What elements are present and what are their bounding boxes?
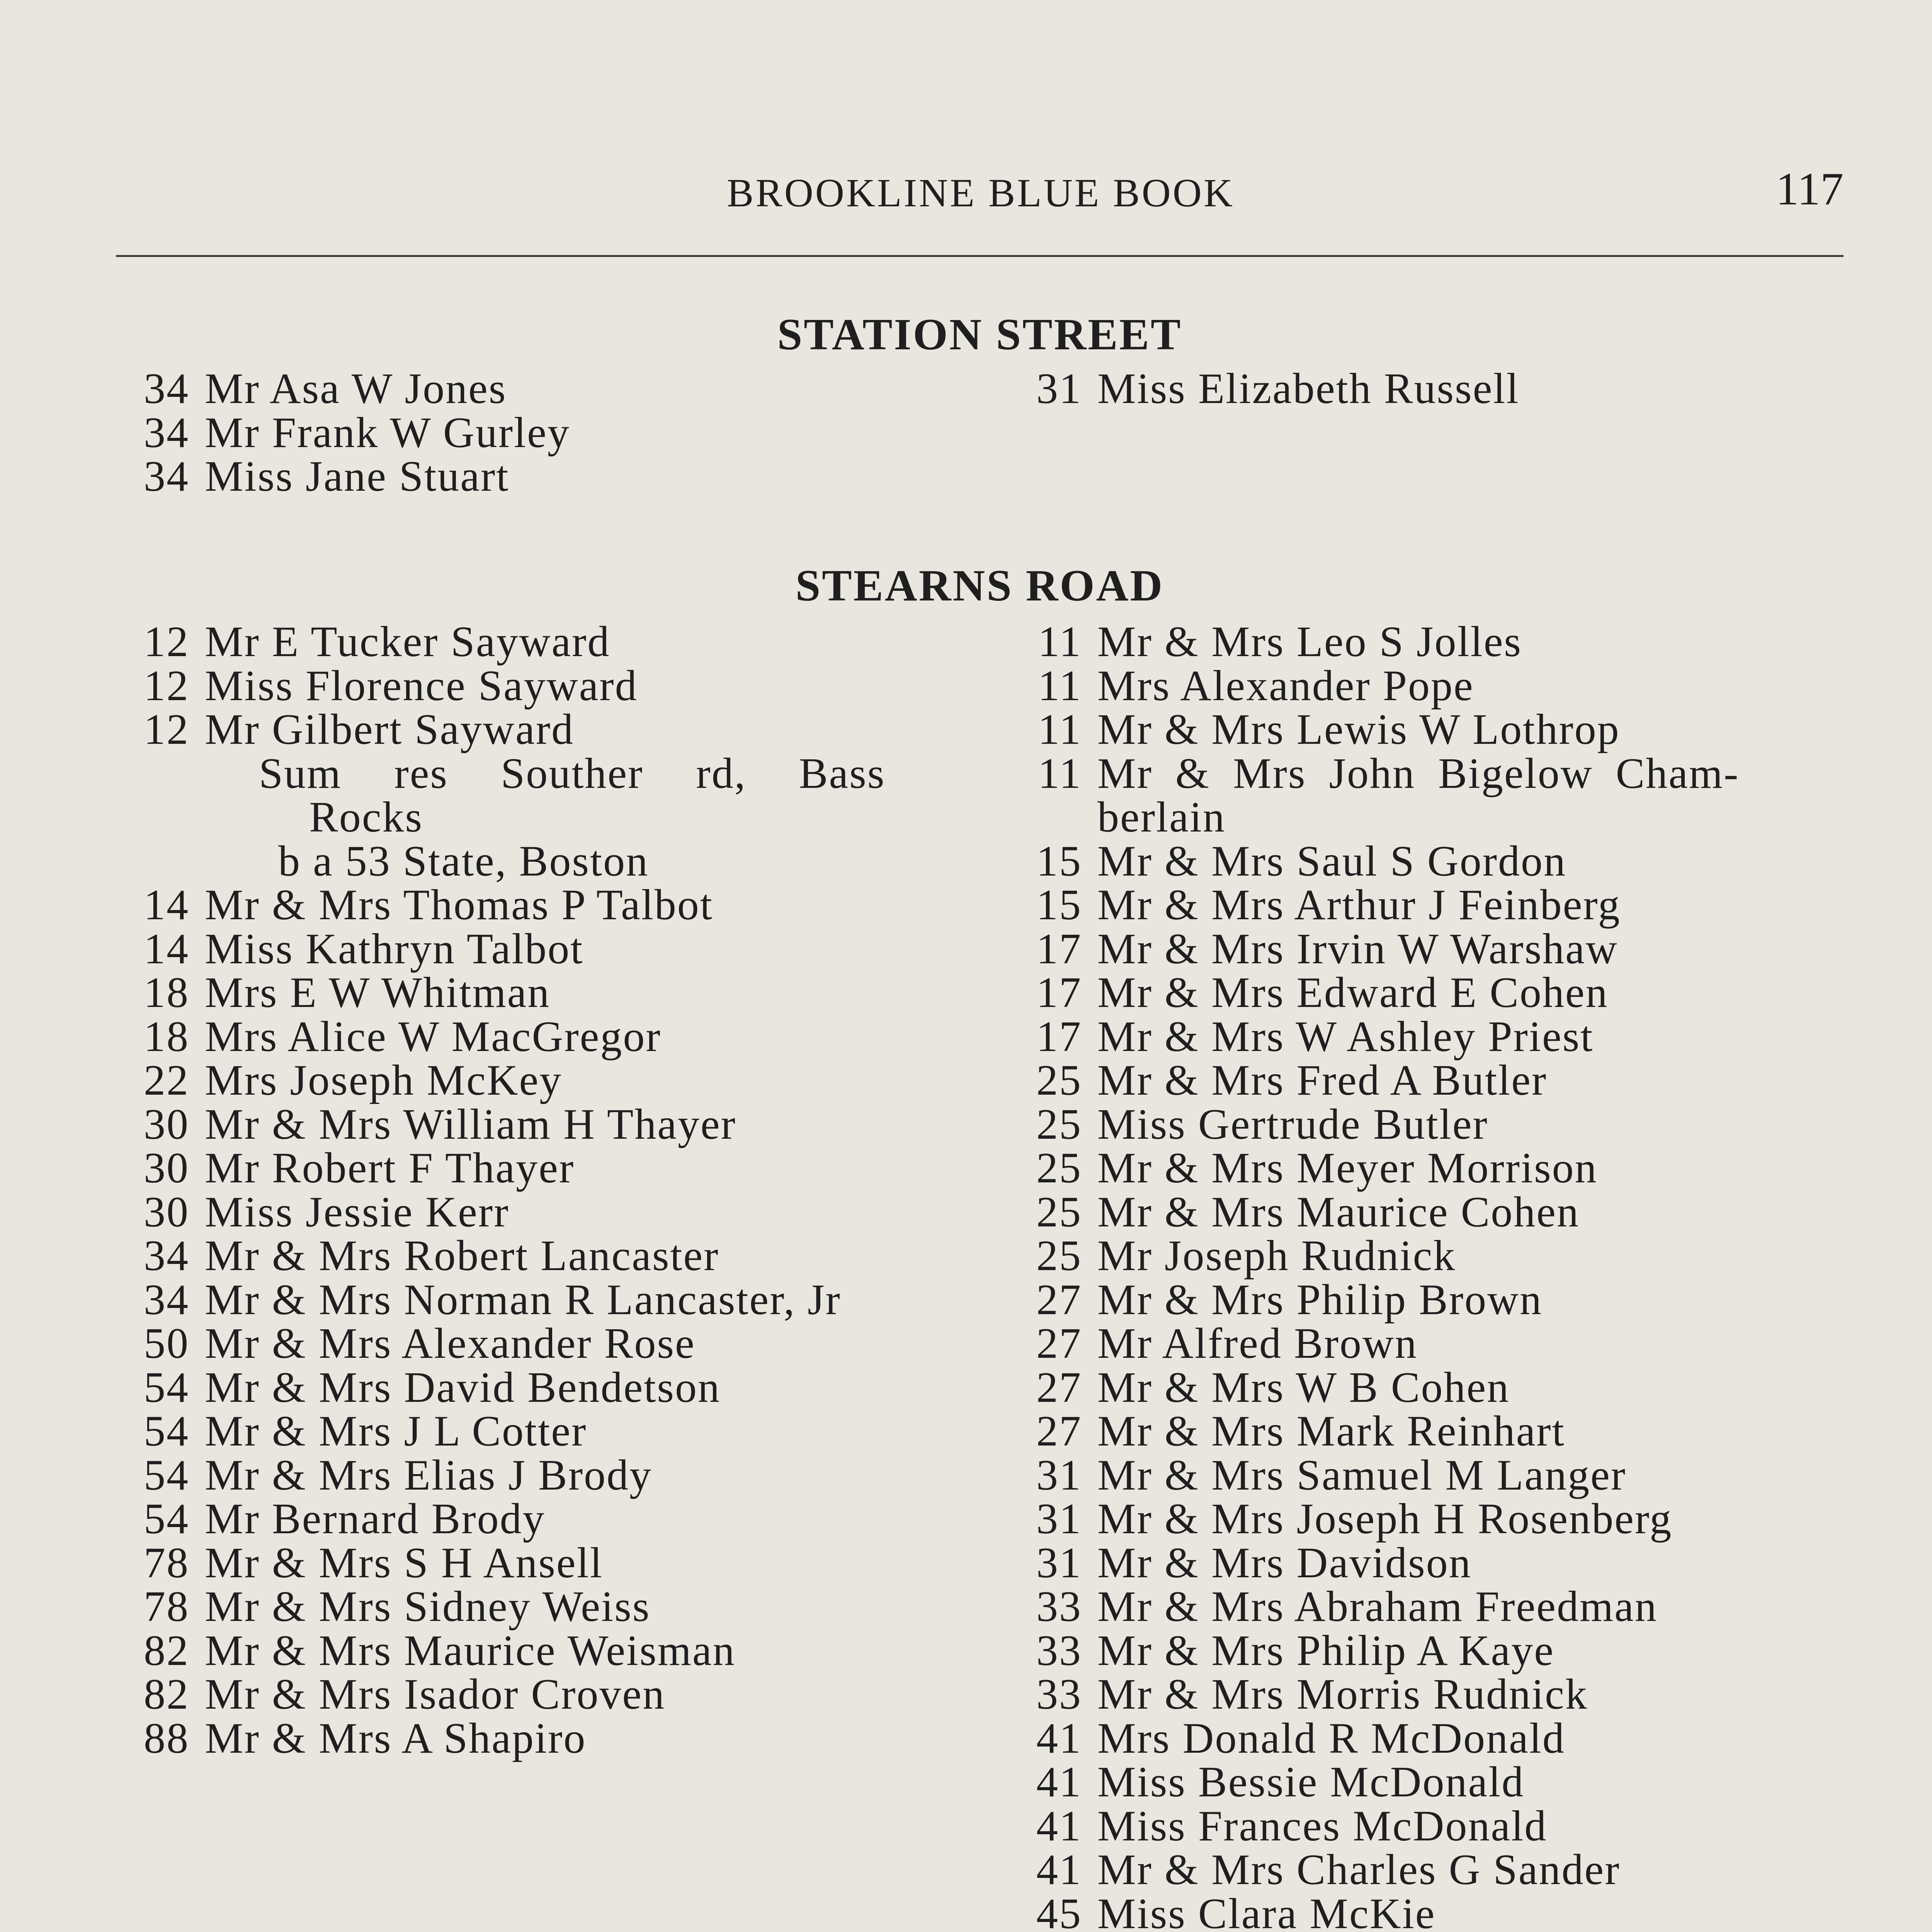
directory-entry	[116, 1190, 1005, 1235]
resident-name: Mr & Mrs Philip Brown	[1097, 1276, 1543, 1324]
resident-name: Mr & Mrs Morris Rudnick	[1097, 1670, 1588, 1718]
resident-name: Mrs Alexander Pope	[1097, 662, 1474, 710]
running-head	[118, 162, 1844, 213]
directory-entry	[1009, 971, 1839, 1015]
directory-entry	[1009, 1541, 1839, 1585]
directory-entry	[1009, 1848, 1839, 1892]
directory-entry	[1009, 664, 1839, 708]
house-number	[1009, 796, 1082, 840]
directory-entry	[1009, 1407, 1839, 1455]
house-number: 30	[144, 1144, 189, 1192]
house-number: 27	[1036, 1320, 1082, 1367]
house-number: 27	[1036, 1363, 1082, 1412]
resident-name: Miss Florence Sayward	[205, 662, 638, 710]
directory-entry	[1009, 793, 1839, 841]
house-number: 11	[1038, 706, 1082, 753]
house-number: 11	[1038, 618, 1082, 666]
directory-entry	[1009, 367, 1839, 411]
house-number: 34	[144, 1232, 189, 1280]
directory-entry	[1009, 708, 1839, 752]
house-number: 14	[144, 925, 189, 973]
house-number: 34	[144, 408, 189, 457]
section-0-left-column	[116, 367, 1005, 499]
house-number: 30	[144, 1188, 189, 1236]
resident-name: Rocks	[309, 793, 423, 841]
resident-name: Miss Bessie McDonald	[1097, 1758, 1525, 1806]
house-number: 14	[144, 881, 189, 929]
directory-entry	[1009, 1012, 1839, 1061]
house-number	[116, 752, 189, 796]
house-number: 34	[144, 1276, 189, 1324]
house-number: 12	[144, 618, 189, 666]
house-number: 25	[1036, 1232, 1082, 1280]
directory-entry	[116, 1322, 1005, 1366]
directory-entry	[1009, 1146, 1839, 1190]
house-number: 54	[144, 1451, 189, 1499]
directory-entry	[116, 1056, 1005, 1104]
directory-entry	[1009, 883, 1839, 927]
resident-name: Mr & Mrs J L Cotter	[205, 1407, 587, 1455]
directory-entry	[116, 708, 1005, 752]
directory-entry	[116, 1146, 1005, 1190]
house-number: 82	[144, 1626, 189, 1675]
resident-name: Mr & Mrs W Ashley Priest	[1097, 1012, 1594, 1061]
resident-name: Mr & Mrs Maurice Cohen	[1097, 1188, 1580, 1236]
directory-entry	[1009, 1451, 1839, 1499]
resident-name: Mr & Mrs Fred A Butler	[1097, 1056, 1548, 1104]
house-number: 17	[1036, 1012, 1082, 1061]
resident-name: Mr & Mrs S H Ansell	[205, 1539, 603, 1587]
house-number: 33	[1036, 1583, 1082, 1631]
resident-name: b a 53 State, Boston	[278, 837, 649, 885]
directory-entry	[1009, 1760, 1839, 1804]
house-number: 12	[144, 706, 189, 753]
directory-entry	[116, 452, 1005, 500]
resident-name: Mr & Mrs Thomas P Talbot	[205, 881, 713, 929]
top-rule	[116, 255, 1844, 257]
house-number: 22	[144, 1056, 189, 1104]
directory-entry	[116, 927, 1005, 971]
house-number: 41	[1036, 1802, 1082, 1850]
house-number: 11	[1038, 662, 1082, 710]
directory-entry	[116, 1100, 1005, 1148]
house-number: 18	[144, 1012, 189, 1061]
resident-name: Mr Joseph Rudnick	[1097, 1232, 1456, 1280]
directory-entry	[1009, 620, 1839, 664]
resident-name: Mrs Donald R McDonald	[1097, 1714, 1565, 1762]
house-number: 31	[1036, 1495, 1082, 1543]
resident-name: Miss Elizabeth Russell	[1097, 365, 1520, 413]
directory-entry	[116, 367, 1005, 411]
resident-name: Miss Frances McDonald	[1097, 1802, 1548, 1850]
house-number	[116, 840, 189, 884]
directory-entry	[1009, 749, 1839, 798]
directory-entry	[116, 1541, 1005, 1585]
directory-entry	[1009, 927, 1839, 971]
resident-name: Mr & Mrs Norman R Lancaster, Jr	[205, 1276, 841, 1324]
resident-name: Mr & Mrs Joseph H Rosenberg	[1097, 1495, 1673, 1543]
directory-entry	[116, 1363, 1005, 1412]
house-number: 82	[144, 1670, 189, 1718]
resident-name: Miss Gertrude Butler	[1097, 1100, 1488, 1148]
resident-name: Mr & Mrs Lewis W Lothrop	[1097, 706, 1620, 753]
directory-entry	[116, 793, 1005, 841]
directory-entry	[1009, 1804, 1839, 1849]
resident-name: Miss Kathryn Talbot	[205, 925, 584, 973]
directory-entry	[1009, 1278, 1839, 1322]
section-1-left-column	[116, 620, 1005, 1760]
resident-name: Mr Bernard Brody	[205, 1495, 546, 1543]
directory-entry	[116, 1278, 1005, 1322]
section-title-station-street: STATION STREET	[777, 310, 1182, 359]
house-number: 34	[144, 365, 189, 413]
resident-name: Mr & Mrs Meyer Morrison	[1097, 1144, 1598, 1192]
house-number: 12	[144, 662, 189, 710]
resident-name: Mr & Mrs W B Cohen	[1097, 1363, 1510, 1412]
directory-entry	[1009, 1056, 1839, 1104]
house-number: 41	[1036, 1714, 1082, 1762]
resident-name: Mr & Mrs Sidney Weiss	[205, 1583, 651, 1631]
directory-entry	[116, 1407, 1005, 1455]
directory-entry	[116, 408, 1005, 457]
section-0-right-column	[1009, 367, 1839, 411]
directory-entry	[116, 1626, 1005, 1675]
resident-name: Mr & Mrs David Bendetson	[205, 1363, 721, 1412]
directory-entry	[116, 1714, 1005, 1762]
resident-name: Mr E Tucker Sayward	[205, 618, 611, 666]
house-number: 27	[1036, 1407, 1082, 1455]
directory-entry	[1009, 837, 1839, 885]
section-title-stearns-road: STEARNS ROAD	[795, 561, 1164, 611]
resident-name: Mr & Mrs William H Thayer	[205, 1100, 736, 1148]
resident-name: berlain	[1097, 793, 1226, 841]
directory-entry	[1009, 1363, 1839, 1412]
resident-name: Mr Alfred Brown	[1097, 1320, 1418, 1367]
directory-entry	[1009, 1190, 1839, 1235]
resident-name: Mr Gilbert Sayward	[205, 706, 575, 753]
directory-entry	[1009, 1100, 1839, 1148]
house-number: 31	[1036, 1539, 1082, 1587]
directory-entry	[1009, 1322, 1839, 1366]
directory-entry	[116, 1497, 1005, 1541]
resident-name: Mr & Mrs Arthur J Feinberg	[1097, 881, 1621, 929]
directory-entry	[116, 749, 1005, 798]
directory-entry	[1009, 1889, 1839, 1932]
directory-entry	[116, 1012, 1005, 1061]
house-number: 45	[1036, 1889, 1082, 1932]
house-number: 25	[1036, 1100, 1082, 1148]
house-number: 34	[144, 452, 189, 500]
house-number: 78	[144, 1583, 189, 1631]
resident-name: Mr & Mrs Isador Croven	[205, 1670, 666, 1718]
directory-entry	[116, 664, 1005, 708]
resident-name: Mr & Mrs Elias J Brody	[205, 1451, 652, 1499]
resident-name: Miss Jane Stuart	[205, 452, 510, 500]
resident-name: Mr & Mrs Mark Reinhart	[1097, 1407, 1565, 1455]
house-number: 15	[1036, 881, 1082, 929]
house-number: 31	[1036, 365, 1082, 413]
house-number: 41	[1036, 1846, 1082, 1894]
directory-entry	[1009, 1670, 1839, 1718]
resident-name: Mr & Mrs Charles G Sander	[1097, 1846, 1621, 1894]
house-number: 30	[144, 1100, 189, 1148]
house-number: 25	[1036, 1188, 1082, 1236]
directory-entry	[1009, 1234, 1839, 1278]
house-number: 54	[144, 1495, 189, 1543]
house-number: 25	[1036, 1144, 1082, 1192]
directory-entry	[1009, 1626, 1839, 1675]
directory-entry	[116, 883, 1005, 927]
directory-entry	[116, 971, 1005, 1015]
directory-entry	[116, 620, 1005, 664]
house-number: 31	[1036, 1451, 1082, 1499]
house-number	[116, 796, 189, 840]
section-1-right-column	[1009, 620, 1839, 1932]
house-number: 18	[144, 969, 189, 1017]
resident-name: Mr & Mrs Saul S Gordon	[1097, 837, 1567, 885]
directory-entry	[116, 837, 1005, 885]
house-number: 88	[144, 1714, 189, 1762]
directory-entry	[1009, 1714, 1839, 1762]
house-number: 54	[144, 1363, 189, 1412]
resident-name: Mr & Mrs Davidson	[1097, 1539, 1472, 1587]
directory-entry	[116, 1234, 1005, 1278]
resident-name: Mr & Mrs Leo S Jolles	[1097, 618, 1522, 666]
house-number: 33	[1036, 1626, 1082, 1675]
resident-name: Mr & Mrs John Bigelow Cham-	[1097, 749, 1740, 798]
resident-name: Mr & Mrs Edward E Cohen	[1097, 969, 1609, 1017]
resident-name: Mr & Mrs Abraham Freedman	[1097, 1583, 1658, 1631]
resident-name: Mr & Mrs Alexander Rose	[205, 1320, 696, 1367]
resident-name: Mrs Alice W MacGregor	[205, 1012, 662, 1061]
resident-name: Mr & Mrs Maurice Weisman	[205, 1626, 736, 1675]
house-number: 11	[1038, 749, 1082, 798]
resident-name: Mr Frank W Gurley	[205, 408, 570, 457]
resident-name: Sum res Souther rd, Bass	[259, 749, 886, 798]
resident-name: Mr & Mrs Philip A Kaye	[1097, 1626, 1554, 1675]
resident-name: Miss Clara McKie	[1097, 1889, 1436, 1932]
house-number: 54	[144, 1407, 189, 1455]
resident-name: Mrs E W Whitman	[205, 969, 551, 1017]
resident-name: Mr & Mrs Samuel M Langer	[1097, 1451, 1627, 1499]
resident-name: Mr Robert F Thayer	[205, 1144, 575, 1192]
resident-name: Miss Jessie Kerr	[205, 1188, 510, 1236]
directory-entry	[1009, 1585, 1839, 1629]
directory-entry	[116, 1670, 1005, 1718]
resident-name: Mr & Mrs A Shapiro	[205, 1714, 587, 1762]
resident-name: Mrs Joseph McKey	[205, 1056, 563, 1104]
resident-name: Mr & Mrs Irvin W Warshaw	[1097, 925, 1618, 973]
house-number: 17	[1036, 969, 1082, 1017]
house-number: 33	[1036, 1670, 1082, 1718]
house-number: 25	[1036, 1056, 1082, 1104]
house-number: 41	[1036, 1758, 1082, 1806]
running-title: BROOKLINE BLUE BOOK	[726, 171, 1235, 215]
house-number: 27	[1036, 1276, 1082, 1324]
resident-name: Mr Asa W Jones	[205, 365, 507, 413]
directory-entry	[116, 1585, 1005, 1629]
house-number: 15	[1036, 837, 1082, 885]
resident-name: Mr & Mrs Robert Lancaster	[205, 1232, 719, 1280]
house-number: 50	[144, 1320, 189, 1367]
directory-entry	[1009, 1497, 1839, 1541]
house-number: 78	[144, 1539, 189, 1587]
page-number: 117	[1776, 163, 1844, 214]
house-number: 17	[1036, 925, 1082, 973]
directory-entry	[116, 1451, 1005, 1499]
